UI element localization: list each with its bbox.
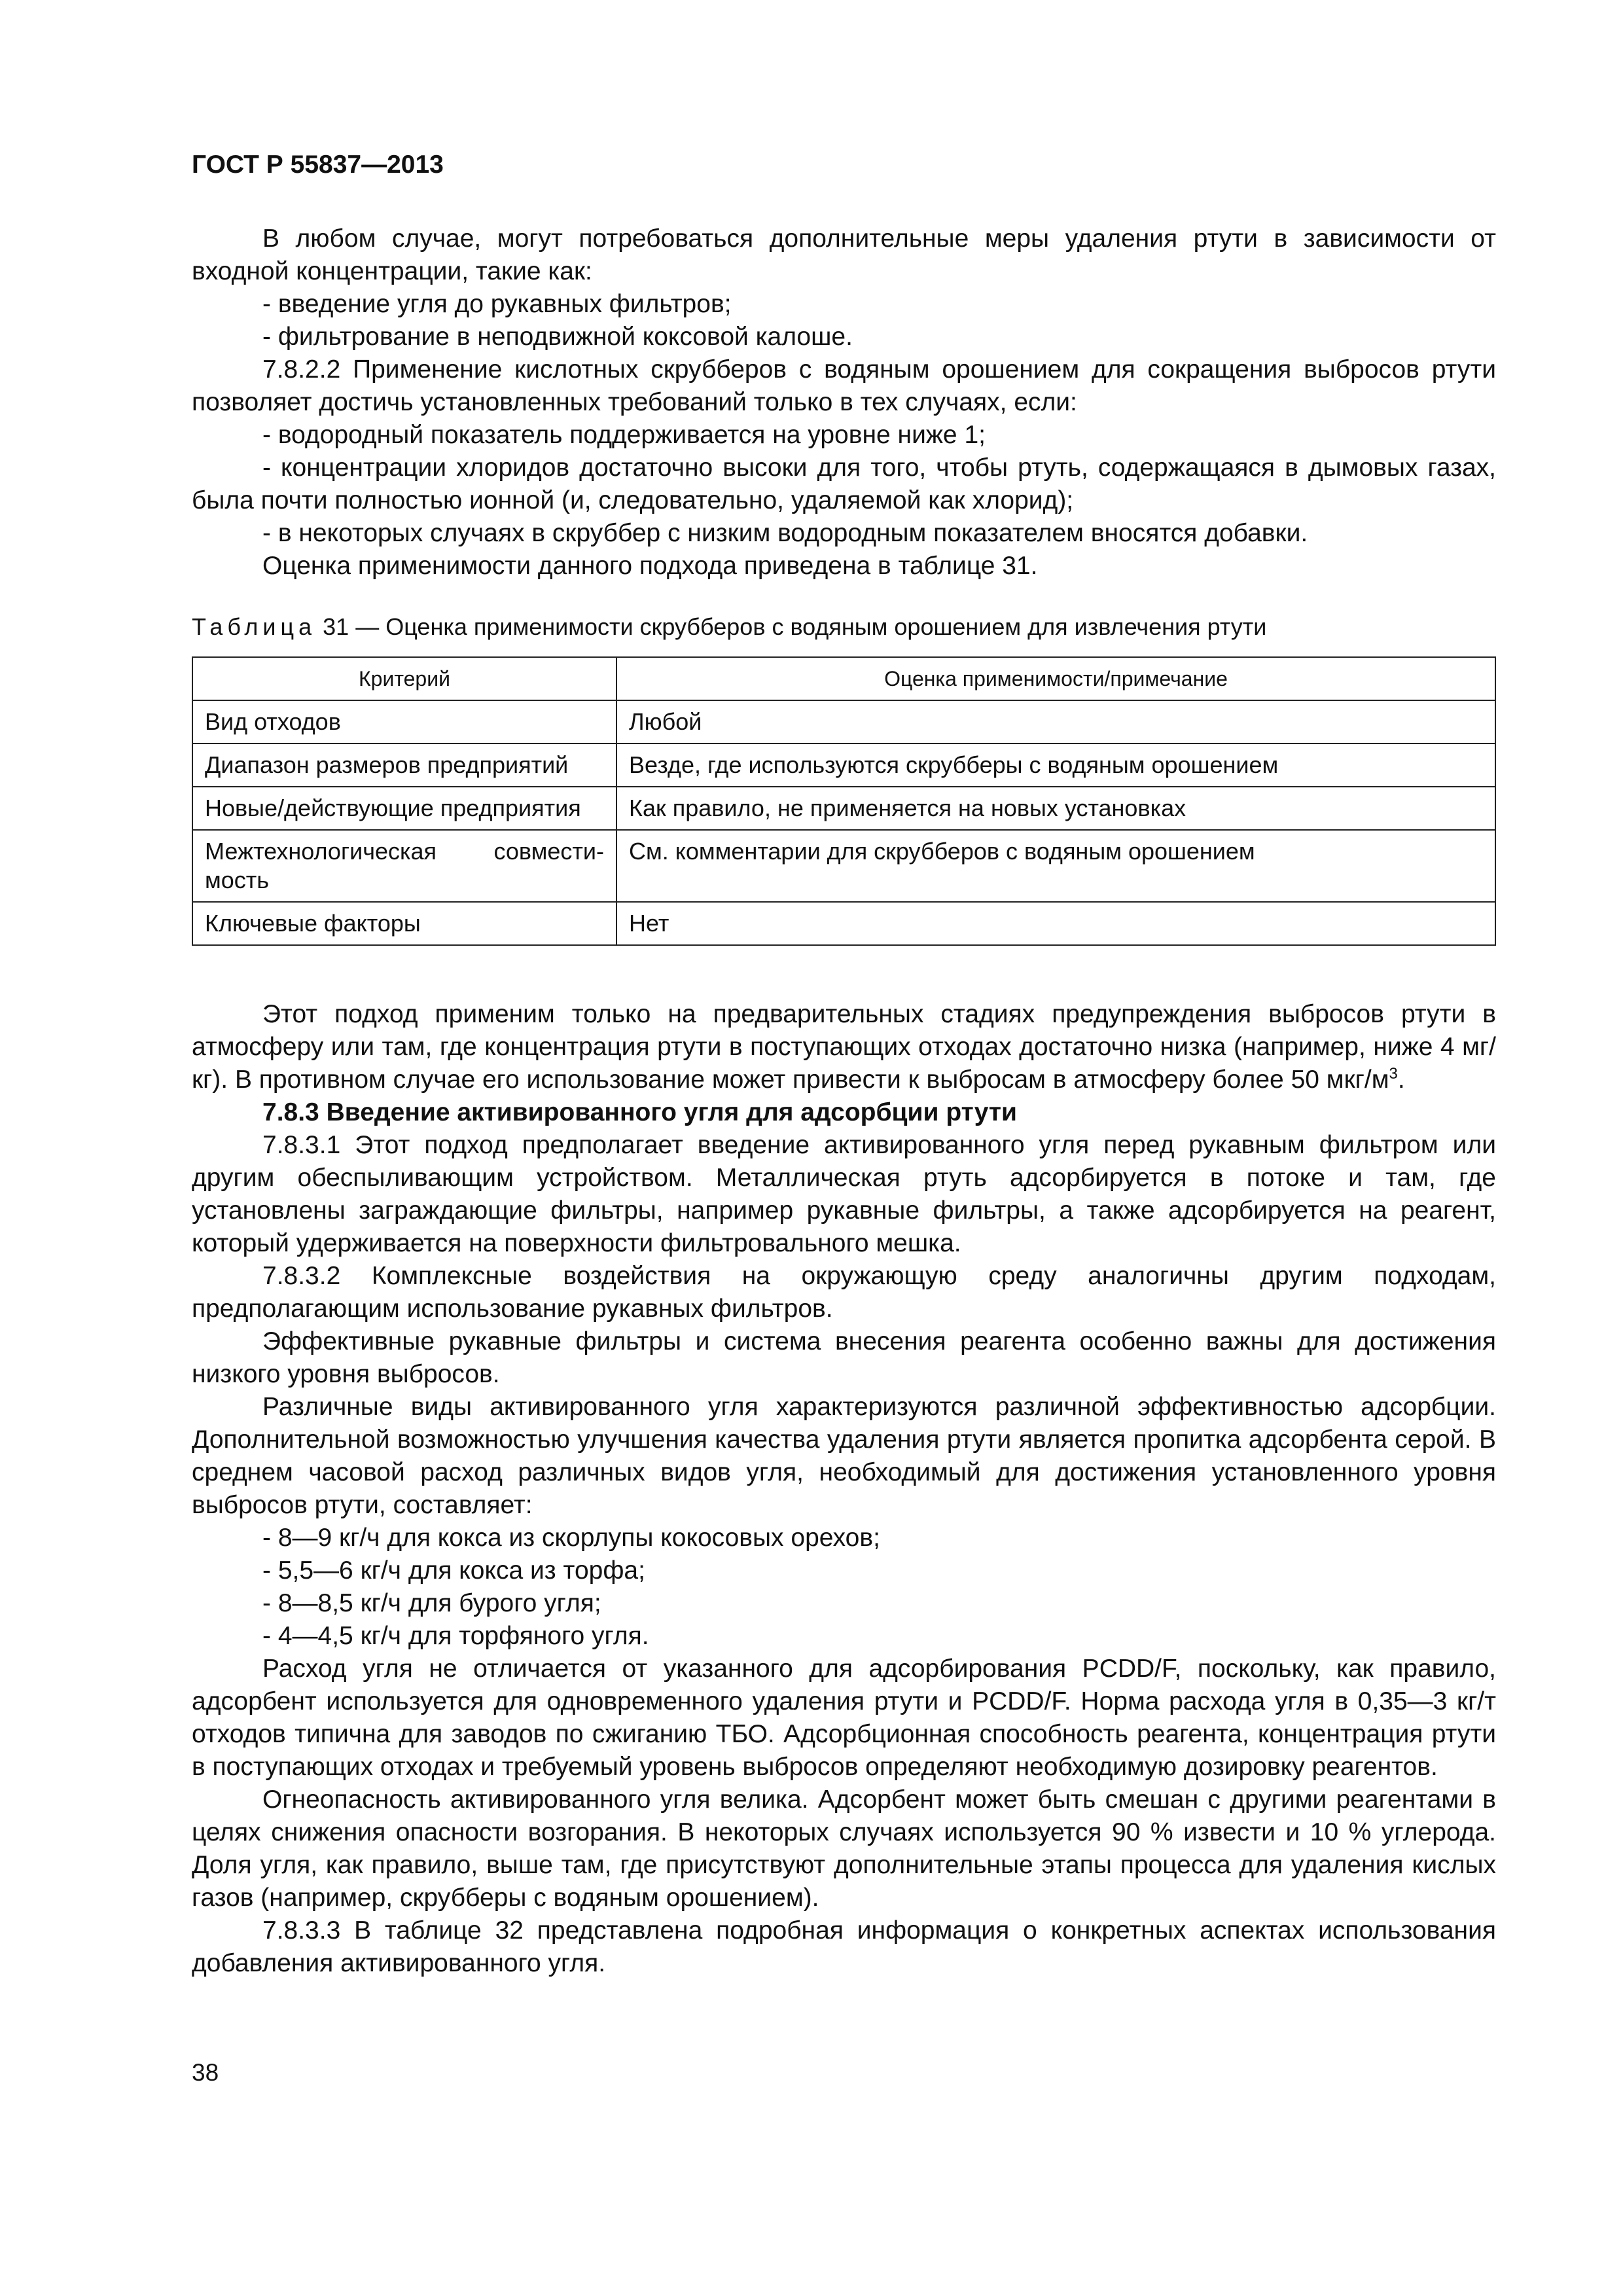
criterion-line-1: Межтехнологическая совмести-	[205, 838, 604, 865]
paragraph: 7.8.3.2 Комплексные воздействия на окружающую среду аналогичны другим подходам, предполагающим использование рукавных фильтров.	[192, 1262, 1496, 1323]
paragraph: Эффективные рукавные фильтры и система внесения реагента особенно важны для достижения низкого уровня выбросов.	[192, 1327, 1496, 1388]
list-item: - 5,5—6 кг/ч для кокса из торфа;	[262, 1556, 645, 1585]
paragraph: - концентрации хлоридов достаточно высоки для того, чтобы ртуть, содержащаяся в дымовых газах, была почти полностью ионной (и, следовательно, удаляемой как хлорид);	[192, 454, 1496, 514]
paragraph: Расход угля не отличается от указанного для адсорбирования PCDD/F, поскольку, как правило, адсорбент используется для одновременного удаления ртути и PCDD/F. Норма расхода угля в 0,35—3 кг/т отходов типична для заводов по сжиганию ТБО. Адсорбционная способность реагента, концентрация ртути в поступающих отходах и требуемый уровень выбросов определяют необходимую дозировку реагентов.	[192, 1655, 1496, 1781]
criterion-cell: Диапазон размеров предприятий	[192, 744, 616, 787]
value-cell: Везде, где используются скрубберы с водяным орошением	[616, 744, 1495, 787]
criterion-cell: Ключевые факторы	[192, 902, 616, 945]
list-item: - 4—4,5 кг/ч для торфяного угля.	[262, 1622, 649, 1650]
paragraph: Огнеопасность активированного угля велика. Адсорбент может быть смешан с другими реагентами в целях снижения опасности возгорания. В некоторых случаях используется 90 % извести и 10 % углерода. Доля угля, как правило, выше там, где присутствуют дополнительные этапы процесса для удаления кислых газов (например, скрубберы с водяным орошением).	[192, 1785, 1496, 1912]
value-cell: Как правило, не применяется на новых установках	[616, 787, 1495, 830]
table-row	[192, 830, 1495, 902]
paragraph: 7.8.2.2 Применение кислотных скрубберов с водяным орошением для сокращения выбросов ртути позволяет достичь установленных требований только в тех случаях, если:	[192, 355, 1496, 416]
criterion-cell	[192, 830, 616, 902]
applicability-table	[192, 656, 1496, 946]
value-cell: Любой	[616, 700, 1495, 744]
list-item: - введение угля до рукавных фильтров;	[262, 290, 732, 318]
list-item: Оценка применимости данного подхода приведена в таблице 31.	[262, 552, 1038, 580]
section-heading: 7.8.3 Введение активированного угля для адсорбции ртути	[262, 1098, 1017, 1126]
list-item: - 8—8,5 кг/ч для бурого угля;	[262, 1589, 601, 1617]
table-caption-label: Таблица	[192, 613, 317, 640]
paragraph: Этот подход применим только на предварительных стадиях предупреждения выбросов ртути в атмосферу или там, где концентрация ртути в поступающих отходах достаточно низка (например, ниже 4 мг/кг). В противном случае его использование может привести к выбросам в атмосферу более 50 мкг/$м^3$.	[192, 1000, 1496, 1094]
paragraph: 7.8.3.1 Этот подход предполагает введение активированного угля перед рукавным фильтром или другим обеспыливающим устройством. Металлическая ртуть адсорбируется в потоке и там, где установлены заграждающие фильтры, например рукавные фильтры, а также адсорбируется на реагент, который удерживается на поверхности фильтровального мешка.	[192, 1131, 1496, 1257]
table-row	[192, 787, 1495, 830]
column-header-criterion: Критерий	[192, 657, 616, 700]
paragraph: 7.8.3.3 В таблице 32 представлена подробная информация о конкретных аспектах использования добавления активированного угля.	[192, 1916, 1496, 1977]
document-header: ГОСТ Р 55837—2013	[192, 151, 444, 179]
intro-text-block	[192, 223, 1496, 583]
value-cell: См. комментарии для скрубберов с водяным орошением	[616, 830, 1495, 902]
value-cell: Нет	[616, 902, 1495, 945]
criterion-cell: Новые/действующие предприятия	[192, 787, 616, 830]
page-number: 38	[192, 2059, 219, 2086]
table-row	[192, 744, 1495, 787]
table-caption	[192, 612, 1266, 642]
main-text-block	[192, 998, 1496, 1980]
list-item: - в некоторых случаях в скруббер с низким водородным показателем вносятся добавки.	[262, 519, 1308, 547]
table-row	[192, 700, 1495, 744]
list-item: - фильтрование в неподвижной коксовой калоше.	[262, 323, 853, 351]
table-header-row	[192, 657, 1495, 700]
list-item: - 8—9 кг/ч для кокса из скорлупы кокосовых орехов;	[262, 1524, 880, 1552]
paragraph: Различные виды активированного угля характеризуются различной эффективностью адсорбции. Дополнительной возможностью улучшения качества удаления ртути является пропитка адсорбента серой. В среднем часовой расход различных видов угля, необходимый для достижения установленного уровня выбросов ртути, составляет:	[192, 1393, 1496, 1519]
criterion-cell: Вид отходов	[192, 700, 616, 744]
paragraph: В любом случае, могут потребоваться дополнительные меры удаления ртути в зависимости от входной концентрации, такие как:	[192, 224, 1496, 285]
table-caption-text: 31 — Оценка применимости скрубберов с водяным орошением для извлечения ртути	[316, 613, 1267, 640]
column-header-assessment: Оценка применимости/примечание	[616, 657, 1495, 700]
list-item: - водородный показатель поддерживается на уровне ниже 1;	[262, 421, 986, 449]
table-row	[192, 902, 1495, 945]
criterion-line-2: мость	[205, 867, 270, 893]
